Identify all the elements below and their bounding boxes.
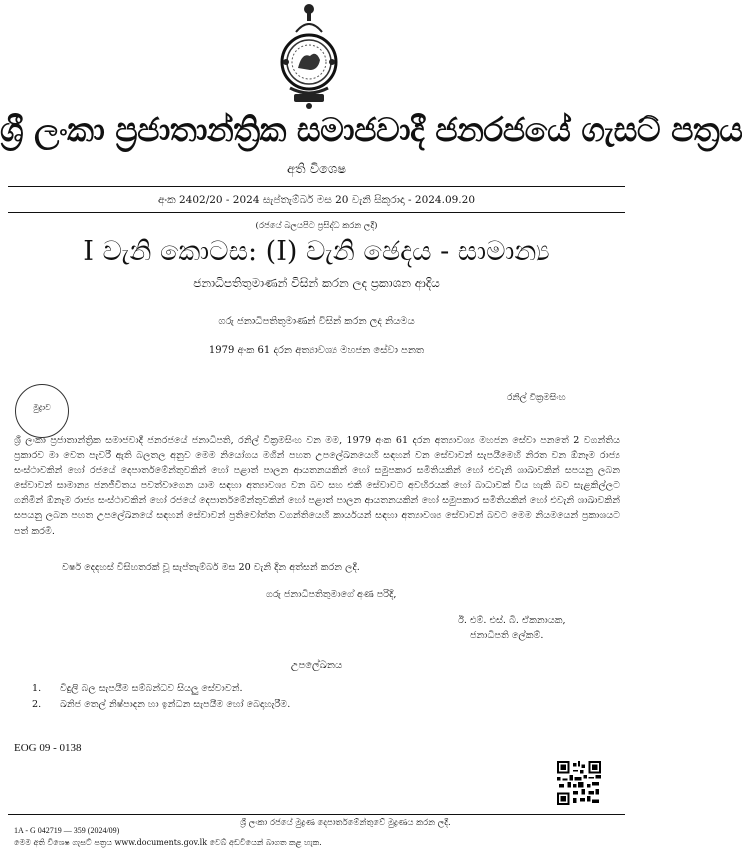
extraordinary-label: අති විශෙෂ bbox=[287, 162, 346, 177]
secretary-name: ඊ. එම්. එස්. බී. ඒකනායක, bbox=[458, 615, 566, 626]
order-body: ශ්‍රී ලංකා ප්‍රජාතාන්ත්‍රික සමාජවාදී ජනරජයේ ජනාධිපති, රනිල් වික්‍රමසිංහ වන මම, 1979 අංක 61 දරන අත්‍යාවශ්‍ය මහජන සේවා පනතේ 2 වගන්තිය ප්‍රකාරව මා වෙත පැවරී ඇති බලතල අනුව මෙම නියෝගය මගින් පහත උපලේඛනයෙහි සඳහන් වන සේවාවන් සැපයීමෙහි නිරත වන ඕනෑම රාජ්‍ය සංස්ථාවකින් හෝ රජයේ දෙපාර්තමේන්තුවකින් හෝ පළාත් පාලන ආයතනයකින් හෝ සමුපකාර සමිතියකින් හෝ එවැනි ශාඛාවකින් සපයනු ලබන සේවාවන් සාමාන්‍ය ජනජීවිතය පවත්වාගෙන යාම සඳහා අත්‍යාවශ්‍ය වන බව සහ එකී සේවාවට අවහිරයක් හෝ බාධාවක් විය හැකි බව සැළකිල්ලට ගනිමින් ඕනෑම රාජ්‍ය සංස්ථාවකින් හෝ රජයේ දෙපාර්තමේන්තුවකින් හෝ පළාත් පාලන ආයතනයකින් හෝ සමුපකාර සමිතියකින් හෝ එවැනි ශාඛාවකින් සපයනු ලබන පහත උපලේඛනයේ සඳහන් සේවාවන් ප්‍රතිවෝත්ත වගන්තියෙහි කාර්යයන් සඳහා අත්‍යාවශ්‍ය සේවාවන් බවට මෙම නියමයෙන් ප්‍රකාශයට පත් කරමි. bbox=[14, 435, 620, 537]
schedule-item-text: විදුලි බල සැපයීම සම්බන්ධව සියලු සේවාවන්. bbox=[60, 683, 243, 694]
by-command-line: ගරු ජනාධිපතිතුමාගේ අණ පරිදි, bbox=[266, 589, 397, 600]
printer-line: ශ්‍රී ලංකා රජයේ මුද්‍රණ දෙපාර්තමේන්තුවේ මුද්‍රණය කරන ලදී. bbox=[240, 818, 451, 828]
signatory-name: රනිල් වික්‍රමසිංහ bbox=[507, 393, 566, 403]
qr-code-icon bbox=[557, 761, 601, 805]
schedule-item bbox=[32, 683, 290, 699]
schedule-heading: උපලේඛනය bbox=[290, 660, 343, 671]
secretary-title: ජනාධිපති ලේකම්. bbox=[470, 630, 544, 641]
schedule-list bbox=[32, 683, 290, 715]
gazette-title: ශ්‍රී ලංකා ප්‍රජාතාන්ත්‍රික සමාජවාදී ජනරජයේ ගැසට් පත්‍රය bbox=[0, 110, 742, 149]
order-title: ගරු ජනාධිපතිතුමාණන් විසින් කරන ලද නියමය bbox=[218, 316, 415, 327]
seal-label: මුද්‍රාව bbox=[33, 403, 51, 412]
schedule-item bbox=[32, 699, 290, 715]
authority-line: (රජයේ බලයපිට ප්‍රසිද්ධ කරන ලදී) bbox=[255, 221, 378, 231]
part-subheading: ජනාධිපතිතුමාණන් විසින් කරන ලද ප්‍රකාශන ආදිය bbox=[193, 276, 440, 290]
schedule-item-number: 2. bbox=[32, 699, 42, 710]
signed-date-line: වර්ෂ දෙදහස් විසිහතරක් වූ සැප්තැම්බර් මස 20 වැනි දින අත්සන් කරන ලදී. bbox=[62, 562, 360, 573]
schedule-item-number: 1. bbox=[32, 683, 42, 694]
gazette-print-code: 1A - G 042719 — 359 (2024/09) bbox=[14, 826, 120, 835]
part-heading: I වැනි කොටස: (I) වැනි ඡෙදය - සාමාන්‍ය bbox=[83, 236, 550, 267]
state-emblem-icon bbox=[276, 2, 342, 110]
header-rule-bottom bbox=[8, 212, 625, 213]
website-line: මෙම අති විශෙෂ ගැසට් පත්‍රය www.documents.gov.lk වෙබ් අඩවියෙන් බාගත කළ හැක. bbox=[14, 838, 322, 847]
reference-code: EOG 09 - 0138 bbox=[14, 742, 82, 754]
footer-rule bbox=[8, 814, 625, 815]
seal-circle bbox=[15, 384, 69, 438]
act-reference: 1979 අංක 61 දරන අත්‍යාවශ්‍ය මහජන සේවා පනත bbox=[208, 345, 425, 356]
schedule-item-text: ඛනිජ තෙල් නිෂ්පාදන හා ඉන්ධන සැපයීම හෝ බෙදාහැරීම. bbox=[60, 699, 291, 710]
issue-line: අංක 2402/20 - 2024 සැප්තැම්බර් මස 20 වැනි සිකුරාදා - 2024.09.20 bbox=[157, 194, 476, 206]
header-rule-top bbox=[8, 186, 625, 187]
